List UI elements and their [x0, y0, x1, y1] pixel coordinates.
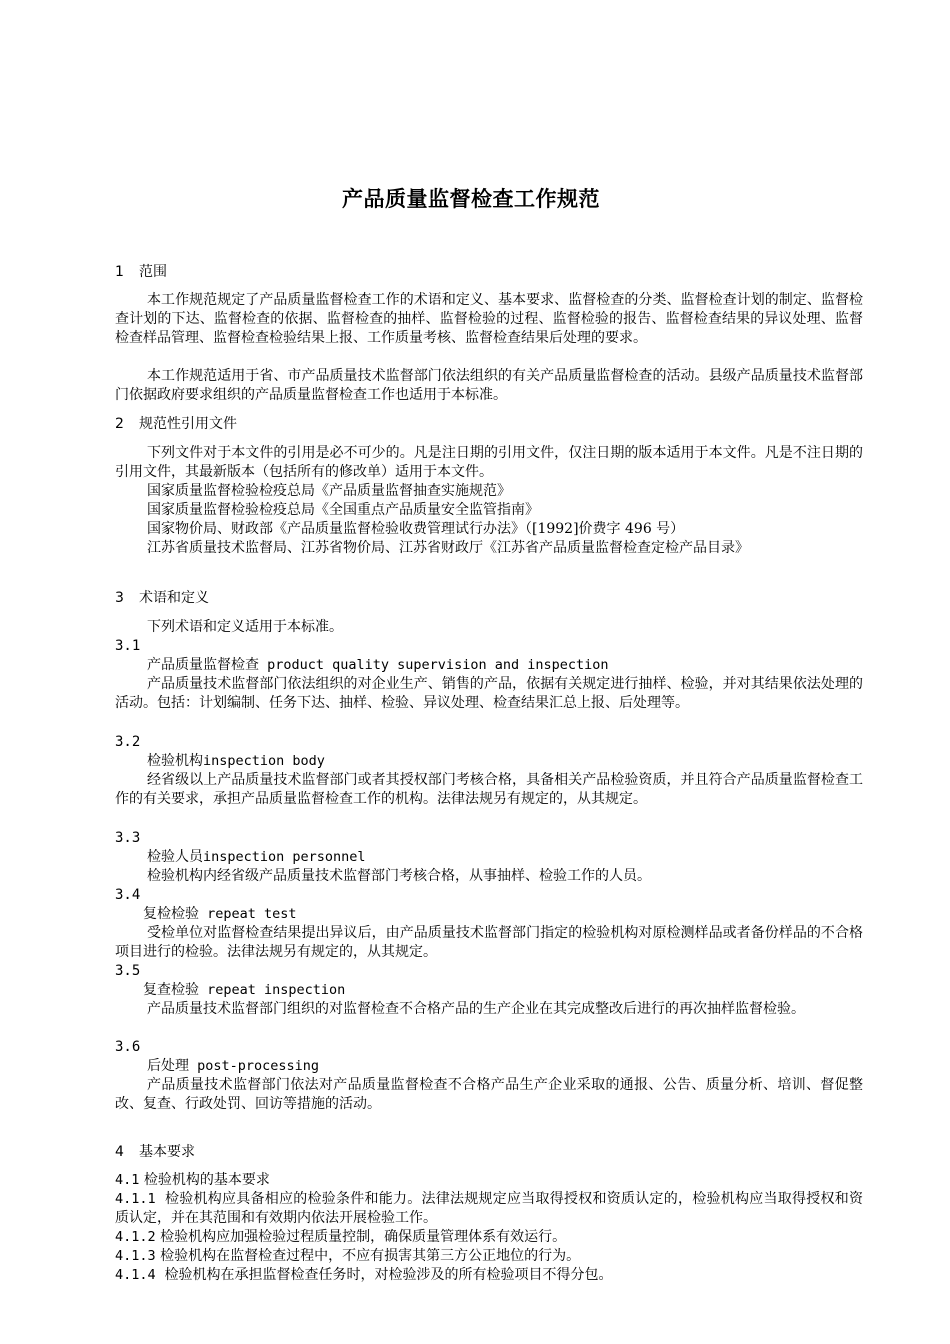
section-number: 3 [115, 590, 124, 606]
clause-item [115, 1228, 863, 1247]
section-title: 基本要求 [139, 1144, 195, 1160]
clause-item [115, 1190, 863, 1228]
term-number: 3.4 [115, 887, 141, 903]
term-name-en: post-processing [189, 1058, 320, 1074]
term-number: 3.3 [115, 830, 141, 846]
clause-number: 4.1.2 [115, 1229, 156, 1245]
term-number: 3.2 [115, 734, 141, 750]
term-heading [115, 981, 891, 1000]
section-number: 4 [115, 1144, 124, 1160]
references-intro-paragraph: 下列文件对于本文件的引用是必不可少的。凡是注日期的引用文件，仅注日期的版本适用于本文件。凡是不注日期的引用文件，其最新版本（包括所有的修改单）适用于本文件。 [115, 445, 863, 480]
section-title: 规范性引用文件 [139, 416, 237, 432]
term-name-en: product quality supervision and inspection [259, 657, 609, 673]
term-definition: 产品质量技术监督部门依法组织的对企业生产、销售的产品，依据有关规定进行抽样、检验，并对其结果依法处理的活动。包括：计划编制、任务下达、抽样、检验、异议处理、检查结果汇总上报、后处理等。 [115, 676, 863, 711]
term-name-zh: 产品质量监督检查 [147, 657, 259, 673]
scope-paragraph-2: 本工作规范适用于省、市产品质量技术监督部门依法组织的有关产品质量监督检查的活动。县级产品质量技术监督部门依据政府要求组织的产品质量监督检查工作也适用于本标准。 [115, 368, 863, 403]
term-number: 3.6 [115, 1039, 141, 1055]
clause-number: 4.1.1 [115, 1191, 156, 1207]
term-name-en: repeat test [199, 906, 297, 922]
term-name-en: inspection body [203, 753, 325, 769]
reference-item: 江苏省质量技术监督局、江苏省物价局、江苏省财政厅《江苏省产品质量监督检查定检产品目录》 [147, 540, 749, 556]
term-name-zh: 复查检验 [143, 982, 199, 998]
section-heading-basic-requirements [115, 1142, 863, 1162]
scope-paragraph-1: 本工作规范规定了产品质量监督检查工作的术语和定义、基本要求、监督检查的分类、监督检查计划的制定、监督检查计划的下达、监督检查的依据、监督检查的抽样、监督检验的过程、监督检验的报告、监督检查结果的异议处理、监督检查样品管理、监督检查检验结果上报、工作质量考核、监督检查结果后处理的要求。 [115, 292, 863, 346]
reference-item: 国家质量监督检验检疫总局《全国重点产品质量安全监管指南》 [147, 502, 539, 518]
term-definition: 产品质量技术监督部门组织的对监督检查不合格产品的生产企业在其完成整改后进行的再次抽样监督检验。 [147, 1001, 805, 1017]
section-title: 术语和定义 [139, 590, 209, 606]
term-name-zh: 后处理 [147, 1058, 189, 1074]
terms-intro: 下列术语和定义适用于本标准。 [147, 619, 343, 635]
term-heading [115, 752, 895, 771]
clause-text: 检验机构在监督检查过程中，不应有损害其第三方公正地位的行为。 [160, 1248, 581, 1264]
reference-item: 国家物价局、财政部《产品质量监督检验收费管理试行办法》（[1992]价费字 496 号） [147, 521, 685, 537]
subsection-number: 4.1 [115, 1172, 140, 1188]
clause-text: 检验机构应加强检验过程质量控制，确保质量管理体系有效运行。 [160, 1229, 567, 1245]
section-heading-terms [115, 588, 863, 608]
term-name-en: inspection personnel [203, 849, 366, 865]
clause-text: 检验机构应具备相应的检验条件和能力。法律法规规定应当取得授权和资质认定的，检验机构应当取得授权和资质认定，并在其范围和有效期内依法开展检验工作。 [115, 1191, 863, 1226]
term-definition: 产品质量技术监督部门依法对产品质量监督检查不合格产品生产企业采取的通报、公告、质量分析、培训、督促整改、复查、行政处罚、回访等措施的活动。 [115, 1077, 863, 1112]
term-definition: 检验机构内经省级产品质量技术监督部门考核合格，从事抽样、检验工作的人员。 [147, 868, 651, 884]
term-name-zh: 检验机构 [147, 753, 203, 769]
clause-text: 检验机构在承担监督检查任务时，对检验涉及的所有检验项目不得分包。 [164, 1267, 613, 1283]
clause-item [115, 1266, 863, 1285]
section-number: 2 [115, 416, 124, 432]
section-number: 1 [115, 264, 124, 280]
section-heading-scope [115, 262, 863, 282]
term-definition: 受检单位对监督检查结果提出异议后，由产品质量技术监督部门指定的检验机构对原检测样品或者备份样品的不合格项目进行的检验。法律法规另有规定的，从其规定。 [115, 925, 863, 960]
term-heading [115, 848, 895, 867]
clause-item [115, 1247, 863, 1266]
term-definition: 经省级以上产品质量技术监督部门或者其授权部门考核合格，具备相关产品检验资质，并且符合产品质量监督检查工作的有关要求，承担产品质量监督检查工作的机构。法律法规另有规定的，从其规定。 [115, 772, 863, 807]
term-name-zh: 检验人员 [147, 849, 203, 865]
term-heading [115, 1057, 895, 1076]
section-heading-normative-references [115, 414, 863, 434]
term-heading [115, 656, 895, 675]
term-name-zh: 复检检验 [143, 906, 199, 922]
document-title: 产品质量监督检查工作规范 [342, 187, 600, 211]
subsection-title: 检验机构的基本要求 [143, 1172, 270, 1188]
term-number: 3.5 [115, 963, 141, 979]
section-title: 范围 [139, 264, 167, 280]
subsection-heading [115, 1171, 863, 1190]
clause-number: 4.1.3 [115, 1248, 156, 1264]
term-heading [115, 905, 891, 924]
clause-number: 4.1.4 [115, 1267, 156, 1283]
term-number: 3.1 [115, 638, 141, 654]
term-name-en: repeat inspection [199, 982, 346, 998]
reference-item: 国家质量监督检验检疫总局《产品质量监督抽查实施规范》 [147, 483, 511, 499]
